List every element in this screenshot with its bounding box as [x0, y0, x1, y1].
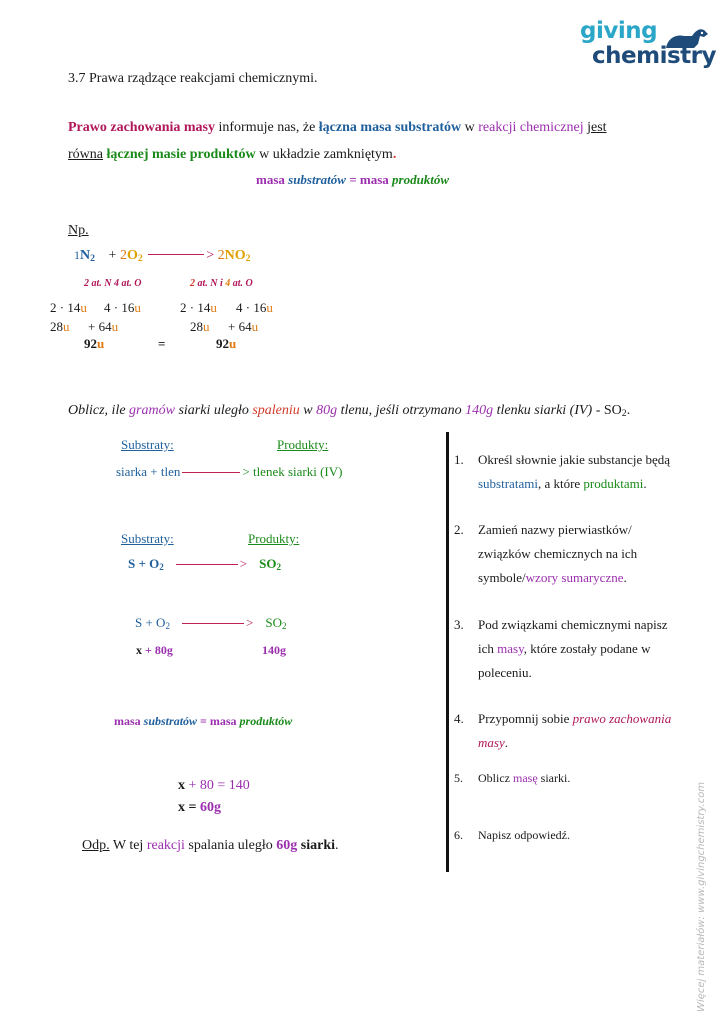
- calc-part: 4 · 16: [236, 300, 267, 315]
- eq-o2: O: [126, 248, 138, 263]
- arrow-head-icon: >: [206, 248, 215, 263]
- calc-x: x: [178, 800, 185, 815]
- unit: u: [80, 300, 87, 315]
- step-text: Pod związkami chemicznymi napisz: [478, 617, 668, 632]
- eq-sub: 2: [137, 252, 143, 264]
- eq-sub: 2: [245, 252, 251, 264]
- step-text: symbole/: [478, 570, 526, 585]
- label-produkty: Produkty:: [277, 437, 329, 452]
- given-mass-right: 140g: [262, 643, 286, 657]
- mass-calc-1: [50, 300, 87, 316]
- sym-eq-sub: 2: [281, 620, 287, 631]
- step-2: [454, 518, 637, 590]
- mass-calc-3: [180, 300, 217, 316]
- section-title: 3.7 Prawa rządzące reakcjami chemicznymi.: [68, 71, 318, 86]
- eq-plus: +: [108, 248, 120, 263]
- answer-part: W tej: [109, 838, 147, 853]
- column-divider: [446, 432, 449, 872]
- step-text: masy: [478, 735, 505, 750]
- label-produkty-2: Produkty:: [248, 531, 300, 546]
- atoms-n2: 2 at. N: [84, 278, 112, 289]
- calc-part: 4 · 16: [104, 300, 135, 315]
- arrow-head-icon: >: [239, 556, 248, 571]
- total-eq: =: [158, 336, 166, 351]
- eq-n2: N: [80, 248, 91, 263]
- step-text: wzory sumaryczne: [525, 570, 624, 585]
- formula-part: masa: [114, 714, 144, 728]
- law-line-1: [68, 120, 607, 136]
- formula-part: masa: [256, 172, 289, 187]
- formula-part: substratów: [288, 172, 346, 187]
- total-1: [84, 336, 104, 352]
- step-6: [454, 828, 570, 843]
- unit: u: [266, 300, 273, 315]
- step-text: związków chemicznych na ich: [478, 546, 638, 561]
- symbol-equation-2: [135, 615, 287, 631]
- law-period: .: [392, 147, 397, 162]
- sum-2: [88, 319, 118, 335]
- law-text: informuje nas, że: [215, 120, 319, 135]
- calc-part: =: [185, 800, 200, 815]
- law-rowna: równa: [68, 147, 103, 162]
- atoms-o2: 4 at. O: [114, 278, 142, 289]
- task-part: tlenku siarki (IV): [493, 403, 593, 418]
- task-prompt: [68, 403, 630, 419]
- formula-part: substratów: [143, 714, 198, 728]
- task-part: Oblicz, ile: [68, 403, 130, 418]
- law-text: w układzie zamkniętym: [255, 147, 393, 162]
- calc-part: + 64: [228, 319, 252, 334]
- answer-part: spalania uległo: [184, 838, 277, 853]
- step-text: Określ słownie jakie substancje będą: [478, 452, 671, 467]
- step-number: 2.: [454, 522, 464, 537]
- calc-part: 2 · 14: [50, 300, 81, 315]
- sym-eq-sub: 2: [165, 620, 170, 631]
- task-part: 80g: [316, 403, 338, 418]
- step-number: 6.: [454, 828, 463, 842]
- law-term: Prawo zachowania masy: [68, 120, 215, 135]
- step-text: Zamień nazwy pierwiastków/: [478, 522, 632, 537]
- sum-4: [228, 319, 258, 335]
- sym-eq-left: S + O: [128, 556, 160, 571]
- task-part: spaleniu: [252, 403, 300, 418]
- calc-part: 28: [50, 319, 63, 334]
- calc-part: 60g: [199, 800, 221, 815]
- calc-line-2: [178, 800, 221, 816]
- unit: u: [251, 319, 259, 334]
- unit: u: [111, 319, 119, 334]
- sym-eq-right: SO: [259, 556, 277, 571]
- arrow-icon: [182, 623, 244, 624]
- law-substrates: łączna masa substratów: [318, 120, 462, 135]
- law-products: łącznej masie produktów: [106, 147, 256, 162]
- step-number: 5.: [454, 771, 463, 785]
- step-3: [454, 613, 668, 685]
- step-text: Napisz odpowiedź.: [478, 828, 570, 842]
- eq-no2: NO: [224, 248, 246, 263]
- step-text: poleceniu.: [478, 665, 532, 680]
- unit: u: [63, 319, 70, 334]
- step-number: 3.: [454, 617, 464, 632]
- formula-part: =: [197, 714, 210, 728]
- step-text: masę: [513, 771, 538, 785]
- step-text: .: [643, 476, 647, 491]
- formula-part: masa: [359, 172, 393, 187]
- sym-eq-left: S + O: [135, 615, 166, 630]
- law-reaction: reakcji chemicznej: [478, 120, 584, 135]
- eq-coef: 1: [74, 248, 80, 262]
- word-eq-right: > tlenek siarki (IV): [242, 464, 343, 479]
- mass-part: 80g: [154, 643, 173, 657]
- calc-part: 92: [84, 336, 97, 351]
- calc-x: x: [178, 778, 185, 793]
- task-part: tlenu, jeśli otrzymano: [337, 403, 466, 418]
- answer-part: siarki: [300, 838, 336, 853]
- mass-x: x: [136, 643, 142, 657]
- mass-formula: [256, 172, 449, 188]
- mass-part: +: [145, 643, 155, 657]
- arrow-icon: [182, 472, 240, 473]
- label-substraty-2: Substraty:: [121, 531, 174, 546]
- answer-part: 60g: [276, 838, 298, 853]
- eq-sub: 2: [90, 252, 96, 264]
- task-part: w: [299, 403, 317, 418]
- atoms-no2: [190, 278, 253, 289]
- word-eq-left: siarka + tlen: [116, 464, 181, 479]
- word-equation: [116, 464, 342, 480]
- mass-law-formula: [114, 714, 292, 729]
- total-2: [216, 336, 236, 352]
- step-text: siarki.: [537, 771, 571, 785]
- step-text: ich: [478, 641, 498, 656]
- law-line-2: [68, 147, 396, 163]
- formula-part: masa: [209, 714, 240, 728]
- example-equation: [74, 248, 251, 264]
- logo: [580, 16, 715, 76]
- atoms-part: 2: [190, 278, 195, 289]
- given-mass-left: [136, 643, 173, 658]
- answer: [82, 838, 339, 854]
- answer-label: Odp.: [82, 838, 110, 853]
- eq-coef: 2: [217, 248, 225, 263]
- symbol-equation: [128, 556, 281, 572]
- law-jest: jest: [587, 120, 607, 135]
- step-1: [454, 448, 671, 496]
- unit: u: [134, 300, 141, 315]
- formula-part: produktów: [239, 714, 293, 728]
- logo-text-giving: giving: [580, 18, 658, 44]
- answer-part: reakcji: [146, 838, 185, 853]
- calc-part: 28: [190, 319, 203, 334]
- task-part: gramów: [129, 403, 175, 418]
- example-label: Np.: [68, 223, 89, 238]
- calc-part: 2 · 14: [180, 300, 211, 315]
- atoms-part: at. O: [230, 278, 253, 289]
- step-number: 4.: [454, 711, 464, 726]
- unit: u: [210, 300, 217, 315]
- step-text: .: [504, 735, 508, 750]
- sym-eq-sub: 2: [159, 561, 164, 572]
- formula-part: =: [345, 172, 360, 187]
- step-text: , a które: [537, 476, 584, 491]
- step-text: masy: [497, 641, 524, 656]
- task-part: .: [626, 403, 631, 418]
- step-text: .: [623, 570, 627, 585]
- step-text: produktami: [583, 476, 644, 491]
- calc-part: + 80 = 140: [185, 778, 250, 793]
- unit: u: [203, 319, 210, 334]
- calc-part: 92: [216, 336, 229, 351]
- logo-text-chemistry: chemistry: [592, 43, 716, 69]
- arrow-head-icon: >: [246, 615, 254, 630]
- eq-coef: 2: [119, 248, 127, 263]
- watermark: Więcej materiałów: www.givingchemistry.com: [696, 781, 707, 1012]
- formula-part: produktów: [392, 172, 450, 187]
- step-4: [454, 707, 672, 755]
- step-text: substratami: [478, 476, 538, 491]
- task-part: 2: [621, 407, 627, 419]
- sym-eq-right: SO: [265, 615, 282, 630]
- arrow-icon: [148, 254, 204, 255]
- atoms-part: 4: [225, 278, 231, 289]
- step-text: , które zostały podane w: [523, 641, 651, 656]
- label-substraty: Substraty:: [121, 437, 174, 452]
- sum-1: [50, 319, 70, 335]
- step-5: [454, 771, 571, 786]
- task-part: 140g: [465, 403, 494, 418]
- answer-part: .: [335, 838, 339, 853]
- sum-3: [190, 319, 210, 335]
- mass-calc-2: [104, 300, 141, 316]
- task-part: siarki uległo: [174, 403, 253, 418]
- atoms-part: at. N i: [195, 278, 226, 289]
- law-text: w: [461, 120, 479, 135]
- step-text: Przypomnij sobie: [478, 711, 573, 726]
- calc-line-1: [178, 778, 250, 794]
- arrow-icon: [176, 564, 238, 565]
- sym-eq-sub: 2: [276, 561, 282, 572]
- step-text: Oblicz: [478, 771, 513, 785]
- step-number: 1.: [454, 452, 464, 467]
- calc-part: + 64: [88, 319, 112, 334]
- mass-calc-4: [236, 300, 273, 316]
- unit: u: [229, 336, 237, 351]
- unit: u: [97, 336, 105, 351]
- step-text: prawo zachowania: [572, 711, 672, 726]
- task-part: - SO: [592, 403, 622, 418]
